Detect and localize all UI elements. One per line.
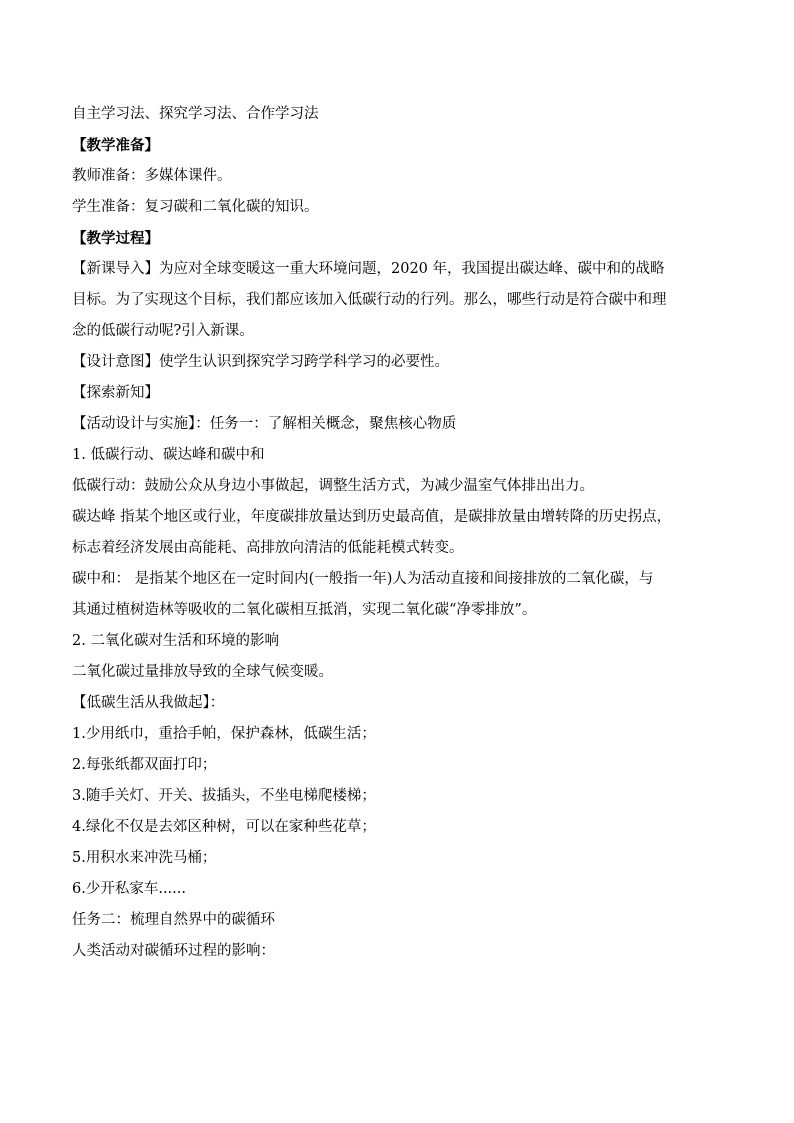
item1-title: 1. 低碳行动、碳达峰和碳中和 xyxy=(72,447,265,463)
explore-heading: 【探索新知】 xyxy=(72,385,159,401)
task2-title: 任务二：梳理自然界中的碳循环 xyxy=(72,912,275,928)
intro-text-line-2: 目标。为了实现这个目标，我们都应该加入低碳行动的行列。那么，哪些行动是符合碳中和理 xyxy=(72,292,667,308)
intro-text-line-1: 【新课导入】为应对全球变暖这一重大环境问题，2020 年，我国提出碳达峰、碳中和的战略 xyxy=(72,261,665,277)
intro-text-line-3: 念的低碳行动呢?引入新课。 xyxy=(72,323,254,339)
carbon-peak-line-2: 标志着经济发展由高能耗、高排放向清洁的低能耗模式转变。 xyxy=(72,540,464,556)
student-prep-text: 学生准备：复习碳和二氧化碳的知识。 xyxy=(72,199,319,215)
carbon-neutral-line-2: 其通过植树造林等吸收的二氧化碳相互抵消，实现二氧化碳“净零排放”。 xyxy=(72,602,537,618)
task2-text: 人类活动对碳循环过程的影响： xyxy=(72,943,275,959)
document-body xyxy=(72,99,724,967)
low-carbon-life-heading: 【低碳生活从我做起】： xyxy=(72,695,225,711)
item2-title: 2. 二氧化碳对生活和环境的影响 xyxy=(72,633,279,649)
tip-item: 6.少开私家车...... xyxy=(72,881,186,897)
prep-heading: 【教学准备】 xyxy=(72,137,159,154)
design-intent-text: 【设计意图】使学生认识到探究学习跨学科学习的必要性。 xyxy=(72,354,449,370)
tip-item: 1.少用纸巾，重拾手帕，保护森林，低碳生活； xyxy=(72,726,376,742)
methods-text: 自主学习法、探究学习法、合作学习法 xyxy=(72,106,319,122)
tip-item: 5.用积水来冲洗马桶； xyxy=(72,850,217,866)
process-heading: 【教学过程】 xyxy=(72,230,159,247)
tip-item: 2.每张纸都双面打印； xyxy=(72,757,217,773)
activity-task1-text: 【活动设计与实施】：任务一：了解相关概念，聚焦核心物质 xyxy=(72,416,457,432)
carbon-peak-line-1: 碳达峰 指某个地区或行业，年度碳排放量达到历史最高值，是碳排放量由增转降的历史拐点， xyxy=(72,509,672,525)
carbon-neutral-line-1: 碳中和： 是指某个地区在一定时间内(一般指一年)人为活动直接和间接排放的二氧化碳，与 xyxy=(72,571,654,587)
tip-item: 4.绿化不仅是去郊区种树，可以在家种些花草； xyxy=(72,819,376,835)
low-carbon-definition: 低碳行动：鼓励公众从身边小事做起，调整生活方式，为减少温室气体排出出力。 xyxy=(72,478,594,494)
teacher-prep-text: 教师准备：多媒体课件。 xyxy=(72,168,232,184)
tip-item: 3.随手关灯、开关、拔插头，不坐电梯爬楼梯； xyxy=(72,788,376,804)
item2-text: 二氧化碳过量排放导致的全球气候变暖。 xyxy=(72,664,333,680)
